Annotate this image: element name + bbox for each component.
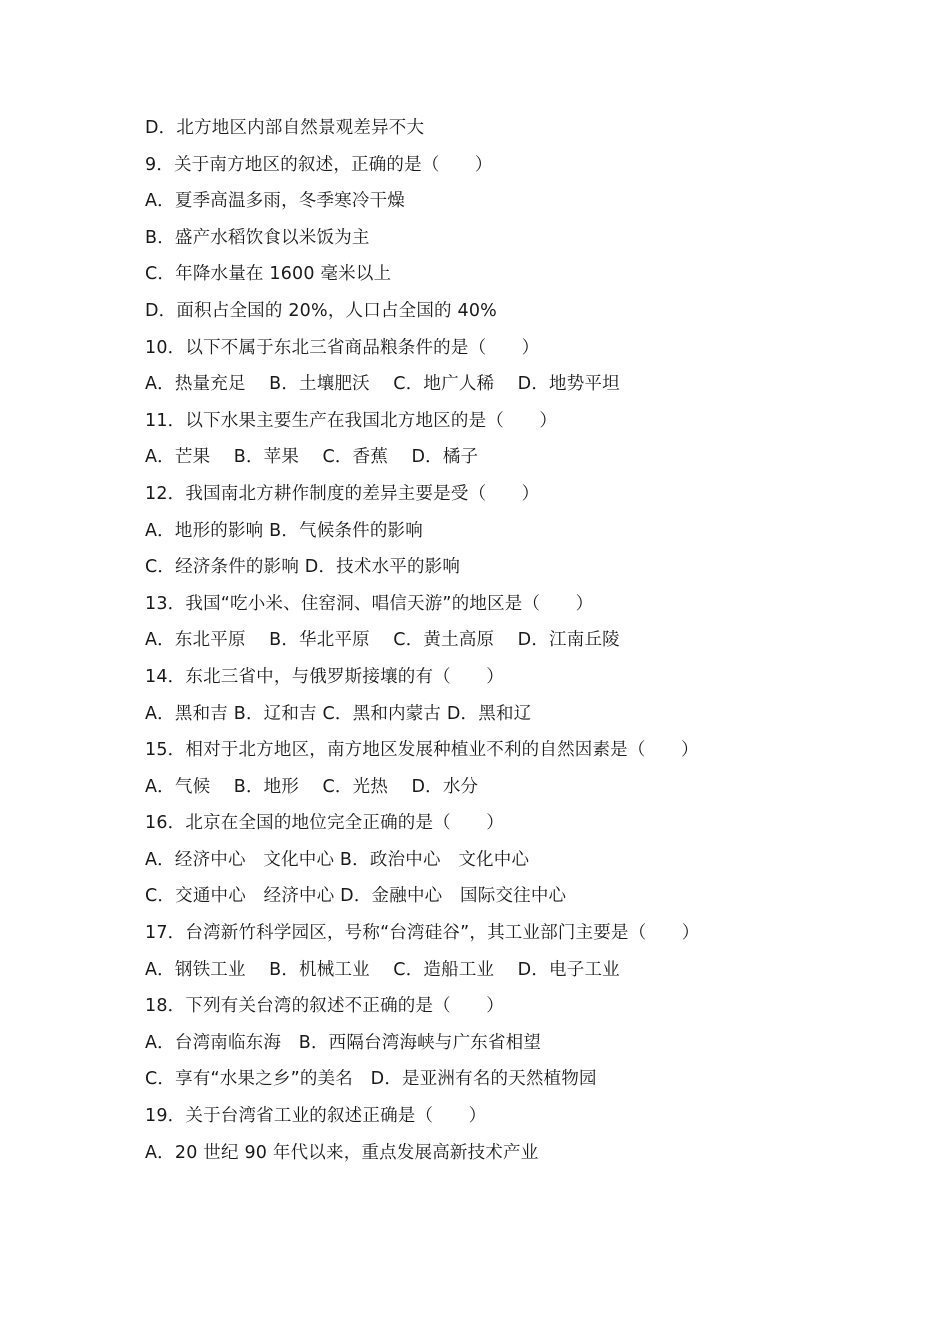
option-line: D．北方地区内部自然景观差异不大 — [145, 118, 425, 138]
question-line: 9．关于南方地区的叙述，正确的是（ ） — [145, 154, 493, 175]
question-line: 14．东北三省中，与俄罗斯接壤的有（ ） — [145, 666, 504, 687]
option-line: A．夏季高温多雨，冬季寒冷干燥 — [145, 191, 405, 212]
option-line: C．经济条件的影响 D．技术水平的影响 — [145, 557, 461, 578]
option-line: A．经济中心 文化中心 B．政治中心 文化中心 — [145, 849, 530, 870]
option-line: C．交通中心 经济中心 D．金融中心 国际交往中心 — [145, 886, 567, 907]
question-line: 16．北京在全国的地位完全正确的是（ ） — [145, 813, 504, 834]
question-line: 17．台湾新竹科学园区，号称“台湾硅谷”，其工业部门主要是（ ） — [145, 923, 700, 944]
option-line: A．芒果 B．苹果 C．香蕉 D．橘子 — [145, 447, 479, 468]
question-line: 12．我国南北方耕作制度的差异主要是受（ ） — [145, 483, 540, 504]
option-line: C．年降水量在 1600 毫米以上 — [145, 264, 392, 285]
question-line: 15．相对于北方地区，南方地区发展种植业不利的自然因素是（ ） — [145, 740, 699, 761]
option-line: A．黑和吉 B．辽和吉 C．黑和内蒙古 D．黑和辽 — [145, 703, 532, 724]
option-line: A．东北平原 B．华北平原 C．黄土高原 D．江南丘陵 — [145, 630, 620, 651]
option-line: B．盛产水稻饮食以米饭为主 — [145, 227, 370, 248]
option-line: A．20 世纪 90 年代以来，重点发展高新技术产业 — [145, 1142, 539, 1163]
option-line: D．面积占全国的 20%，人口占全国的 40% — [145, 300, 497, 321]
option-line: C．享有“水果之乡”的美名 D．是亚洲有名的天然植物园 — [145, 1069, 597, 1090]
option-line: A．钢铁工业 B．机械工业 C．造船工业 D．电子工业 — [145, 959, 620, 980]
option-line: A．气候 B．地形 C．光热 D．水分 — [145, 776, 479, 797]
option-line: A．台湾南临东海 B．西隔台湾海峡与广东省相望 — [145, 1032, 542, 1053]
option-line: A．地形的影响 B．气候条件的影响 — [145, 520, 423, 541]
question-line: 10．以下不属于东北三省商品粮条件的是（ ） — [145, 337, 540, 358]
question-line: 11．以下水果主要生产在我国北方地区的是（ ） — [145, 410, 558, 431]
question-line: 19．关于台湾省工业的叙述正确是（ ） — [145, 1106, 487, 1127]
question-list — [145, 110, 865, 1171]
question-line: 13．我国“吃小米、住窑洞、唱信天游”的地区是（ ） — [145, 593, 594, 614]
question-line: 18．下列有关台湾的叙述不正确的是（ ） — [145, 996, 504, 1017]
option-line: A．热量充足 B．土壤肥沃 C．地广人稀 D．地势平坦 — [145, 374, 620, 395]
